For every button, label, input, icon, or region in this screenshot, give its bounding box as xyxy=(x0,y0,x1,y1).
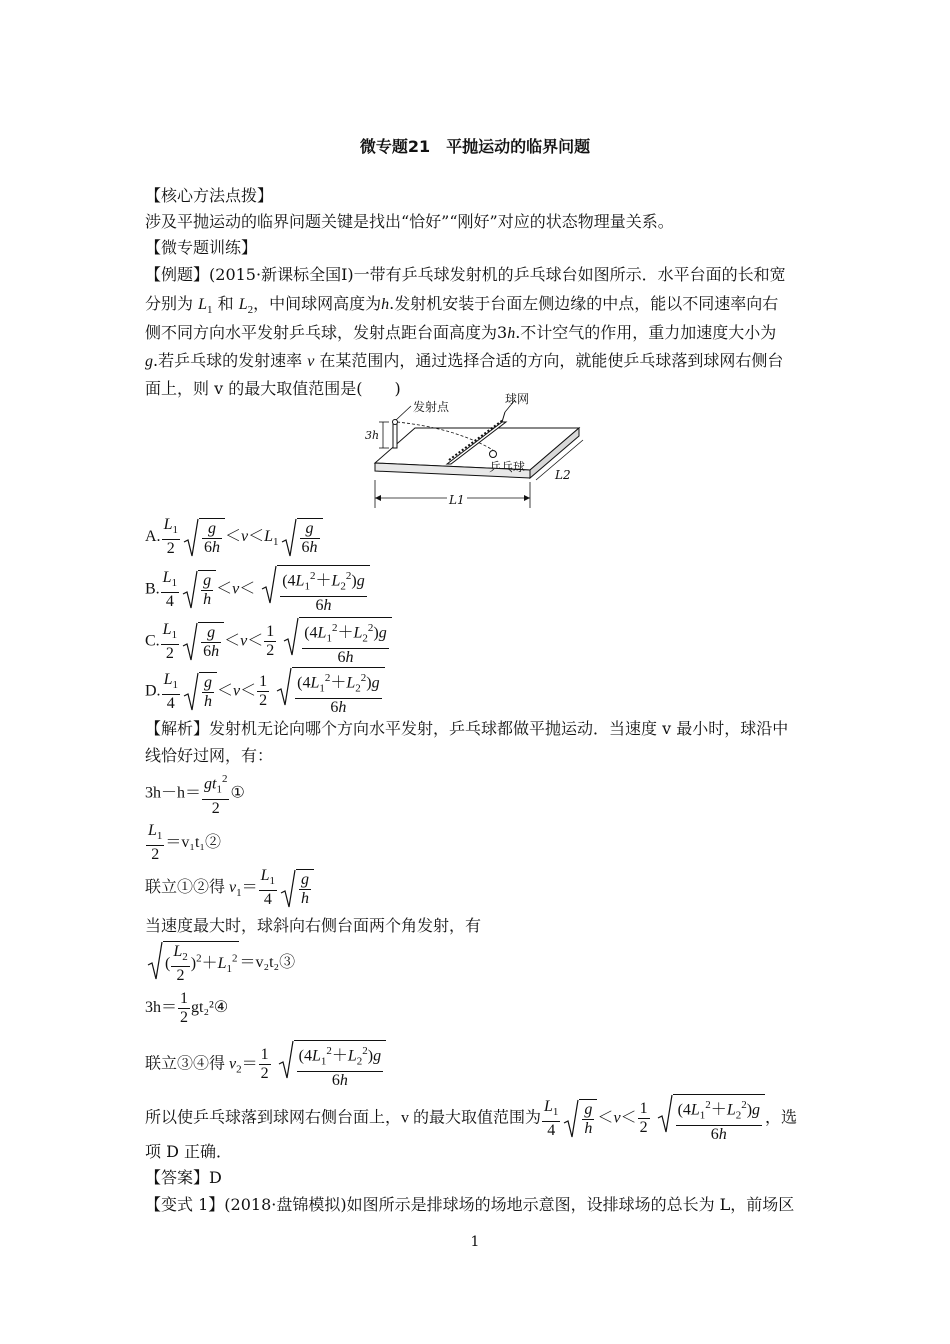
eq2-mark: ② xyxy=(205,833,222,851)
table-diagram xyxy=(365,398,587,510)
example-text-4b: 在某范围内，通过选择合适的方向，就能使乒乓球落到球网右侧台 xyxy=(319,351,784,370)
equation-3: ( $\frac{L_2}{2}$ )$^2+L_1^2$ ＝v₂t₂③ xyxy=(145,941,295,985)
example-text-3b: .不计空气的作用，重力加速度大小为 xyxy=(515,323,777,342)
ball-label: 乒乓球 xyxy=(489,460,526,474)
eq4-lhs: 3h＝ xyxy=(145,999,178,1017)
height-3h-label: 3h xyxy=(365,429,380,442)
net-label: 球网 xyxy=(505,392,530,406)
training-heading: 【微专题训练】 xyxy=(145,238,258,257)
example-text-2a: 分别为 xyxy=(145,294,194,313)
conclusion-line-2: 项 D 正确． xyxy=(145,1142,233,1161)
option-d-label: D. xyxy=(145,682,161,700)
width-L2-label: L2 xyxy=(555,468,571,482)
analysis-text-1: 发射机无论向哪个方向水平发射，乒乓球都做平抛运动．当速度 v 最小时，球沿中 xyxy=(209,719,789,738)
analysis-line-max: 当速度最大时，球斜向右侧台面两个角发射，有 xyxy=(145,916,482,935)
core-method-text: 涉及平抛运动的临界问题关键是找出“恰好”“刚好”对应的状态物理量关系。 xyxy=(145,212,674,231)
core-method-heading: 【核心方法点拨】 xyxy=(145,186,274,205)
option-a: A. $\frac{L_1}{2}$ $\frac{g}{6h}$ $<v<L_1$ $\frac{g}{6h}$ xyxy=(145,516,323,558)
option-c-label: C. xyxy=(145,632,160,650)
symbol-h2: h xyxy=(507,325,516,342)
symbol-v: v xyxy=(307,353,315,370)
option-a-label: A. xyxy=(145,527,161,545)
eq4-rhs: gt₂²④ xyxy=(191,999,229,1017)
equation-v2: 联立③④得 $v_2=$ $\frac{1}{2}$ $\frac{(4L_1^2+L_2^2)g}{6h}$ xyxy=(145,1040,386,1090)
equation-2: $\frac{L_1}{2}$ ＝v₁t₁② xyxy=(148,822,222,864)
symbol-L2: $L_2$ xyxy=(238,296,254,317)
eq1-mark: ① xyxy=(230,784,245,802)
conclusion-line: 所以使乒乓球落到球网右侧台面上，v 的最大取值范围为 $\frac{L_1}{4}$ $\frac{g}{h}$ ＜v＜ $\frac{1}{2}$ $\frac{(4L_1^2+L_2^2)g}{6h}$ ，选 xyxy=(145,1094,797,1144)
example-text-1: (2015·新课标全国Ⅰ)一带有乒乓球发射机的乒乓球台如图所示．水平台面的长和宽 xyxy=(209,265,786,284)
example-line-3 xyxy=(145,323,776,344)
eq3-rhs: ＝v₂t₂③ xyxy=(239,953,296,971)
analysis-line-1 xyxy=(145,719,788,739)
example-tag: 【例题】 xyxy=(145,265,210,284)
table-figure xyxy=(365,392,587,510)
analysis-line-2: 线恰好过网，有： xyxy=(145,746,274,765)
example-line-2 xyxy=(145,294,778,320)
analysis-tag: 【解析】 xyxy=(145,719,210,738)
option-b-label: B. xyxy=(145,580,160,598)
symbol-L1: $L_1$ xyxy=(198,296,213,317)
eq2-rhs: ＝v₁t₁ xyxy=(165,833,206,851)
equation-v1: 联立①②得 $v_1=$ $\frac{L_1}{4}$ $\frac{g}{h}$ xyxy=(145,867,314,909)
page-title: 微专题21 平抛运动的临界问题 xyxy=(359,137,591,156)
combine-1-text: 联立①②得 xyxy=(145,878,226,896)
conclusion-text-b: ，选 xyxy=(765,1109,798,1127)
answer-value: D xyxy=(209,1168,222,1187)
answer-tag: 【答案】 xyxy=(145,1168,210,1187)
example-text-2d: .发射机安装于台面左侧边缘的中点，能以不同速率向右 xyxy=(389,294,779,313)
variant-line xyxy=(145,1195,794,1215)
symbol-g: g xyxy=(145,353,153,370)
length-L1-label: L1 xyxy=(449,493,465,507)
equation-1: 3h－h＝ $\frac{gt_1^2}{2}$ ① xyxy=(145,770,245,818)
option-d: D. $\frac{L_1}{4}$ $\frac{g}{h}$ ＜v＜ $\frac{1}{2}$ $\frac{(4L_1^2+L_2^2)g}{6h}$ xyxy=(145,667,385,717)
example-line-1 xyxy=(145,265,786,285)
page-number: 1 xyxy=(470,1234,480,1250)
example-text-2c: ，中间球网高度为 xyxy=(253,294,382,313)
variant-text: (2018·盘锦模拟)如图所示是排球场的场地示意图，设排球场的总长为 L，前场区 xyxy=(224,1195,795,1214)
example-line-5: 面上，则 v 的最大取值范围是( ) xyxy=(145,379,401,398)
answer-line xyxy=(145,1168,222,1188)
option-c: C. $\frac{L_1}{2}$ $\frac{g}{6h}$ ＜v＜ $\frac{1}{2}$ $\frac{(4L_1^2+L_2^2)g}{6h}$ xyxy=(145,617,392,667)
example-text-3a: 侧不同方向水平发射乒乓球，发射点距台面高度为3 xyxy=(145,323,508,342)
option-b: B. $\frac{L_1}{4}$ $\frac{g}{h}$ ＜v＜ $\frac{(4L_1^2+L_2^2)g}{6h}$ xyxy=(145,565,370,615)
conclusion-text-a: 所以使乒乓球落到球网右侧台面上，v 的最大取值范围为 xyxy=(145,1109,542,1127)
symbol-h: h xyxy=(381,296,390,313)
example-text-2b: 和 xyxy=(217,294,234,313)
example-line-4 xyxy=(145,351,783,372)
combine-2-text: 联立③④得 xyxy=(145,1055,226,1073)
launch-point-label: 发射点 xyxy=(413,400,450,414)
variant-tag: 【变式 1】 xyxy=(145,1195,225,1214)
eq1-lhs: 3h－h＝ xyxy=(145,784,202,802)
example-text-4a: .若乒乓球的发射速率 xyxy=(153,351,303,370)
equation-4: 3h＝ $\frac{1}{2}$ gt₂²④ xyxy=(145,990,229,1026)
